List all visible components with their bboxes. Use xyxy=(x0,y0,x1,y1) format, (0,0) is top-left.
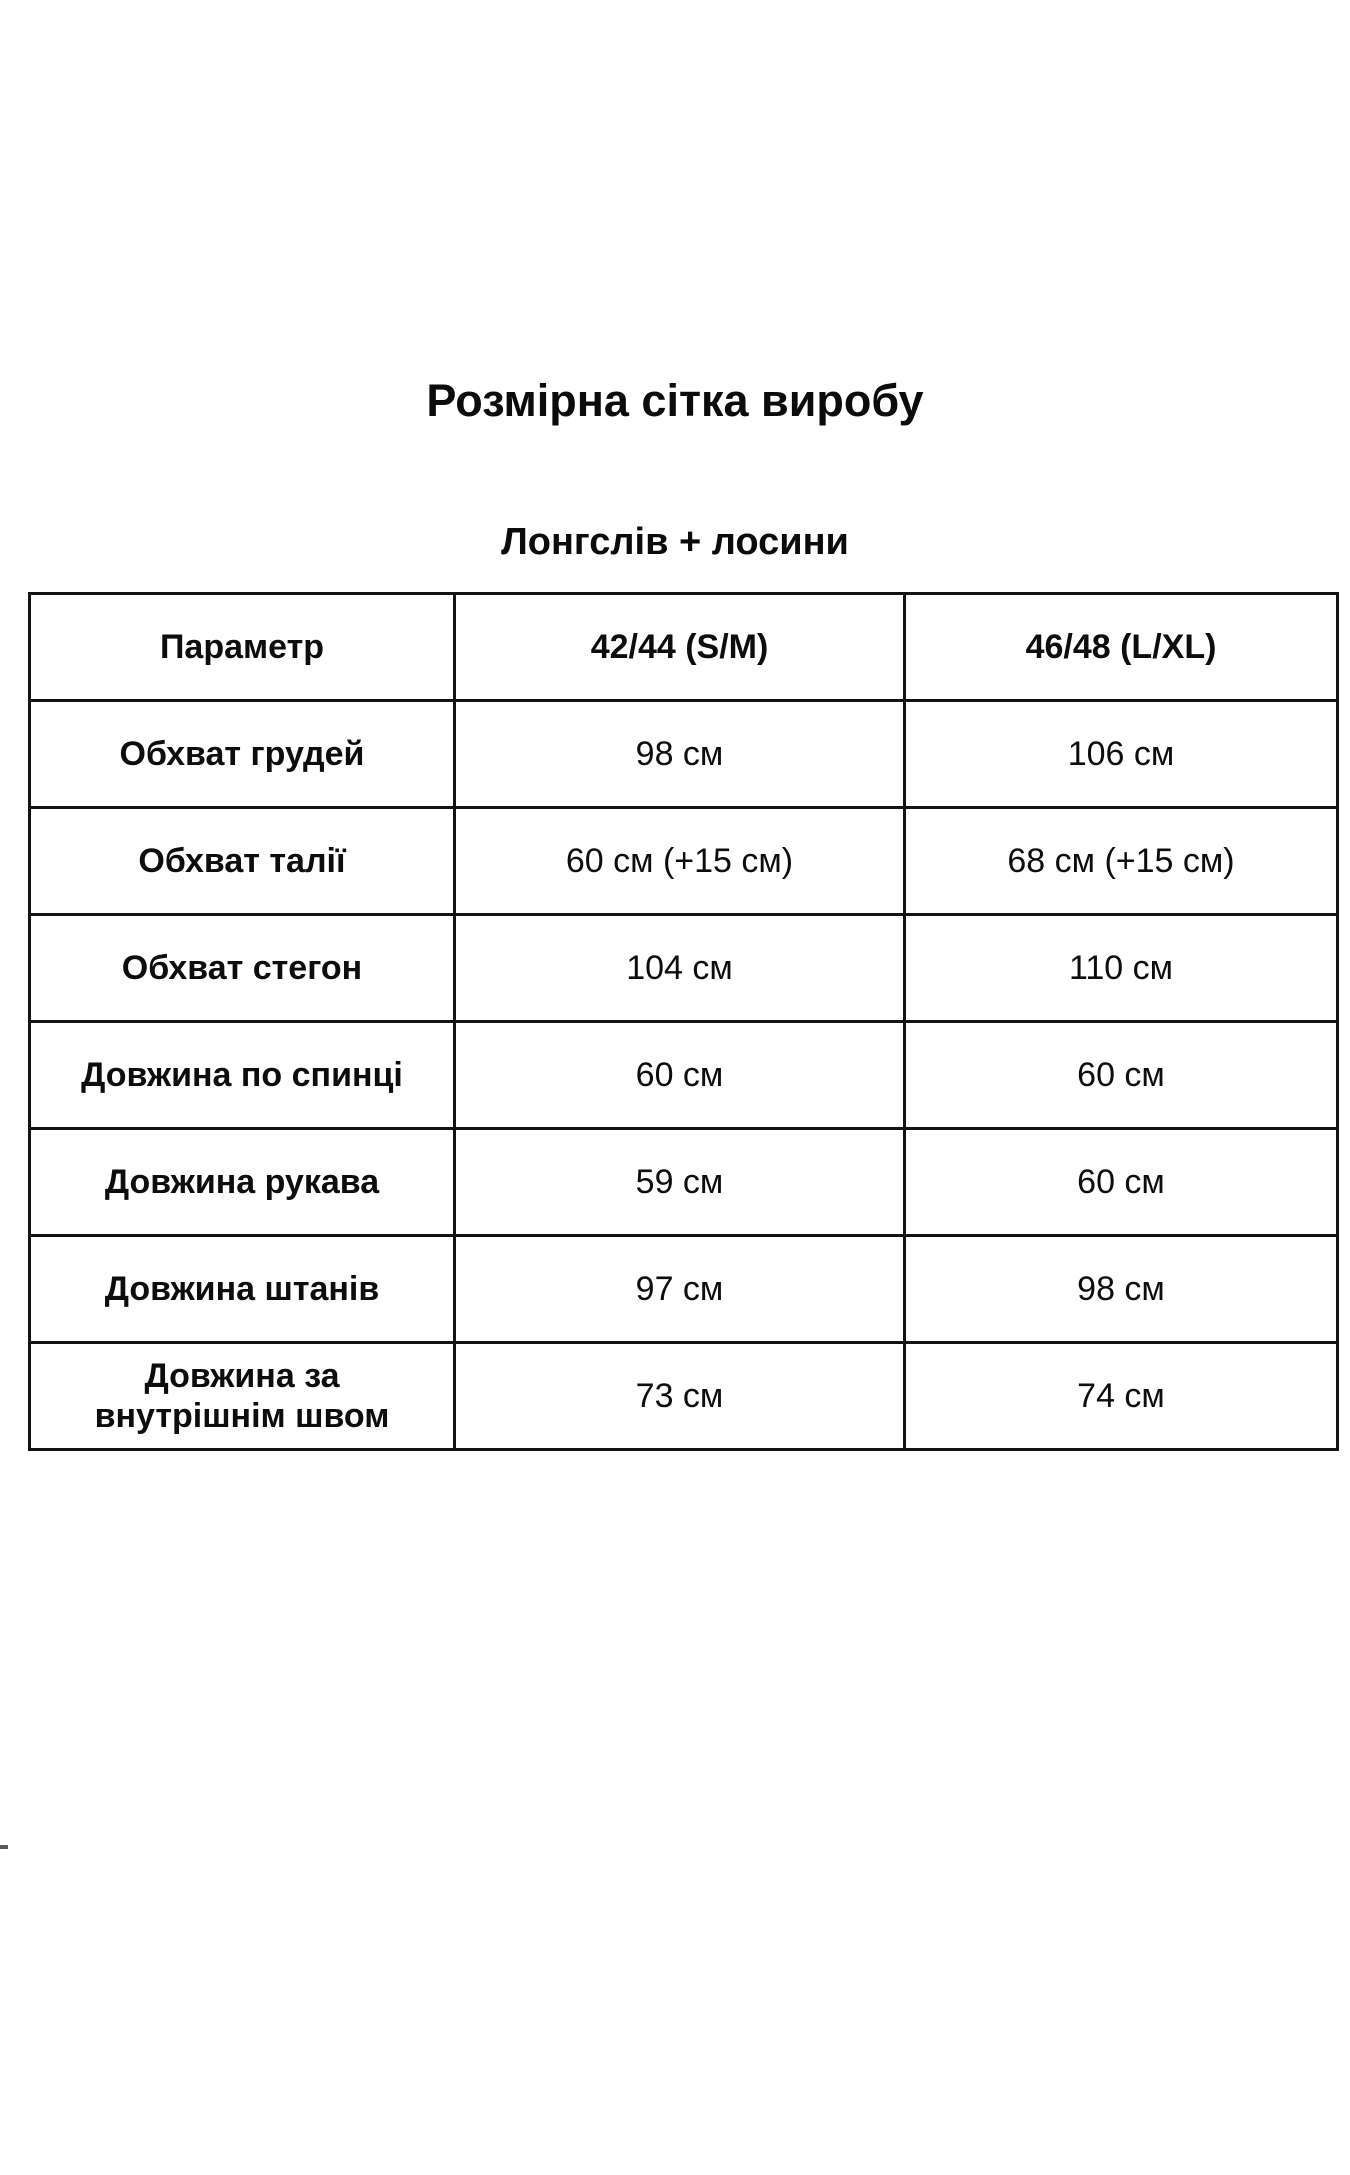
value-inseam-length-lxl: 74 см xyxy=(905,1343,1338,1450)
header-row xyxy=(30,594,1338,701)
row-label-hips xyxy=(30,915,455,1022)
row-label-text: Обхват стегон xyxy=(121,949,363,987)
value-waist-lxl: 68 см (+15 см) xyxy=(905,808,1338,915)
row-label-text: Обхват талії xyxy=(138,842,346,880)
value-back-length-lxl: 60 см xyxy=(905,1022,1338,1129)
size-chart-header xyxy=(30,594,1338,701)
table-row xyxy=(30,1022,1338,1129)
value-back-length-sm: 60 см xyxy=(455,1022,905,1129)
value-chest-lxl: 106 см xyxy=(905,701,1338,808)
value-sleeve-length-lxl: 60 см xyxy=(905,1129,1338,1236)
row-label-text: Довжина по спинці xyxy=(81,1056,403,1094)
page-subtitle: Лонгслів + лосини xyxy=(501,521,849,563)
table-row xyxy=(30,1236,1338,1343)
table-row xyxy=(30,1343,1338,1450)
table-row xyxy=(30,808,1338,915)
row-label-text: Обхват грудей xyxy=(119,735,365,773)
header-cell-parameter: Параметр xyxy=(30,594,455,701)
value-inseam-length-sm: 73 см xyxy=(455,1343,905,1450)
size-chart-table xyxy=(28,592,1339,1451)
header-cell-size-lxl: 46/48 (L/XL) xyxy=(905,594,1338,701)
table-row xyxy=(30,915,1338,1022)
value-hips-sm: 104 см xyxy=(455,915,905,1022)
value-sleeve-length-sm: 59 см xyxy=(455,1129,905,1236)
value-pants-length-sm: 97 см xyxy=(455,1236,905,1343)
value-chest-sm: 98 см xyxy=(455,701,905,808)
stray-edge-mark xyxy=(0,1845,8,1849)
table-row xyxy=(30,701,1338,808)
size-chart-body xyxy=(30,701,1338,1450)
value-waist-sm: 60 см (+15 см) xyxy=(455,808,905,915)
row-label-sleeve-length xyxy=(30,1129,455,1236)
row-label-chest xyxy=(30,701,455,808)
value-pants-length-lxl: 98 см xyxy=(905,1236,1338,1343)
page xyxy=(0,375,1350,2175)
row-label-text: Довжина рукава xyxy=(104,1163,380,1201)
row-label-text: Довжина штанів xyxy=(104,1270,380,1308)
value-hips-lxl: 110 см xyxy=(905,915,1338,1022)
row-label-inseam-length xyxy=(30,1343,455,1450)
row-label-pants-length xyxy=(30,1236,455,1343)
table-row xyxy=(30,1129,1338,1236)
row-label-text: Довжина за внутрішнім швом xyxy=(94,1357,390,1435)
header-cell-size-sm: 42/44 (S/M) xyxy=(455,594,905,701)
row-label-back-length xyxy=(30,1022,455,1129)
page-title: Розмірна сітка виробу xyxy=(426,375,924,426)
row-label-waist xyxy=(30,808,455,915)
